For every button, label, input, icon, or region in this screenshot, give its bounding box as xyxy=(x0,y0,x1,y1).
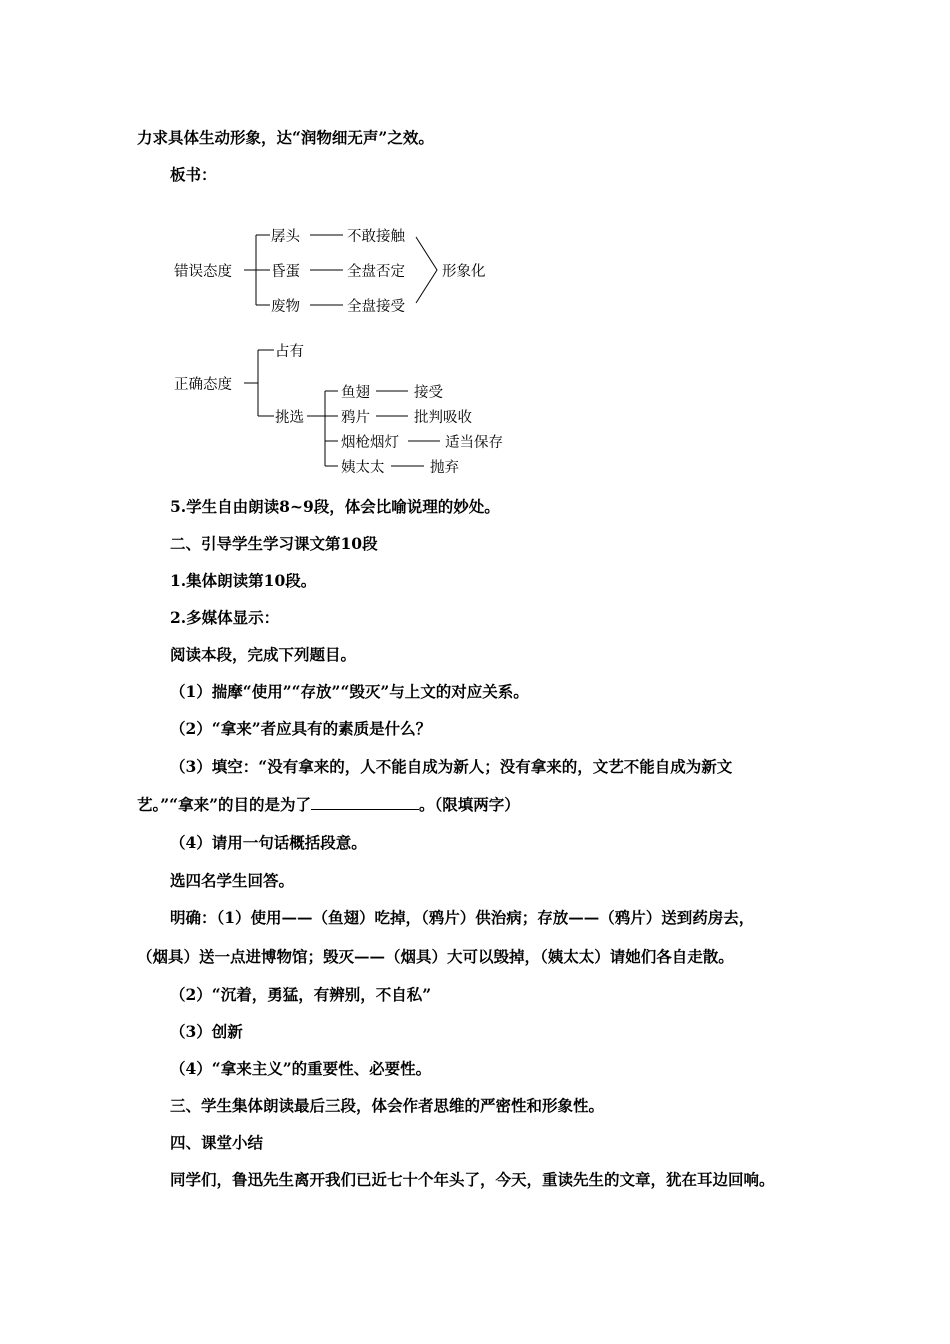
wrong-root: 错误态度 xyxy=(174,264,232,280)
section-heading-2: 二、引导学生学习课文第10段 xyxy=(170,534,378,553)
wrong-item-1: 孱头 xyxy=(271,229,300,245)
question-3-text: 艺。”“拿来”的目的是为了 xyxy=(137,795,311,814)
right-root: 正确态度 xyxy=(174,377,232,393)
wrong-item-2: 昏蛋 xyxy=(271,264,300,280)
fill-blank xyxy=(311,795,419,810)
board-diagram xyxy=(0,0,950,500)
section-heading-3: 三、学生集体朗读最后三段，体会作者思维的严密性和形象性。 xyxy=(170,1096,605,1115)
wrong-result-2: 全盘否定 xyxy=(347,264,405,280)
answer-2: （2）“沉着，勇猛，有辨别，不自私” xyxy=(170,985,432,1004)
right-item-2: 鸦片 xyxy=(341,410,370,426)
wrong-result-3: 全盘接受 xyxy=(347,299,405,315)
text-line-13: 选四名学生回答。 xyxy=(170,871,295,890)
answer-4: （4）“拿来主义”的重要性、必要性。 xyxy=(170,1059,432,1078)
text-line-6: 2.多媒体显示： xyxy=(170,608,280,627)
right-item-1: 鱼翅 xyxy=(341,385,370,401)
summary-text: 同学们，鲁迅先生离开我们已近七十个年头了，今天，重读先生的文章，犹在耳边回响。 xyxy=(170,1170,775,1189)
right-item-4: 姨太太 xyxy=(341,460,385,476)
question-3-continued xyxy=(137,795,520,815)
text-line-1: 力求具体生动形象，达“润物细无声”之效。 xyxy=(137,128,434,147)
answer-3: （3）创新 xyxy=(170,1022,243,1041)
wrong-summary: 形象化 xyxy=(442,264,486,280)
right-result-3: 适当保存 xyxy=(445,435,503,451)
text-line-7: 阅读本段，完成下列题目。 xyxy=(170,645,357,664)
question-1: （1）揣摩“使用”“存放”“毁灭”与上文的对应关系。 xyxy=(170,682,529,701)
section-heading-4: 四、课堂小结 xyxy=(170,1133,264,1152)
question-3-note: 。（限填两字） xyxy=(419,795,520,814)
text-line-5: 1.集体朗读第10段。 xyxy=(170,571,317,590)
right-branch-2: 挑选 xyxy=(275,410,304,426)
board-label: 板书： xyxy=(170,165,217,184)
wrong-item-3: 废物 xyxy=(271,299,300,315)
answer-line-1: 明确：（1）使用——（鱼翅）吃掉，（鸦片）供治病；存放——（鸦片）送到药房去， xyxy=(170,908,755,927)
text-line-3: 5.学生自由朗读8~9段，体会比喻说理的妙处。 xyxy=(170,497,500,516)
right-branch-1: 占有 xyxy=(275,344,304,360)
wrong-result-1: 不敢接触 xyxy=(347,229,405,245)
right-result-4: 抛弃 xyxy=(430,460,459,476)
right-item-3: 烟枪烟灯 xyxy=(341,435,399,451)
right-result-1: 接受 xyxy=(414,385,443,401)
question-4: （4）请用一句话概括段意。 xyxy=(170,833,367,852)
question-2: （2）“拿来”者应具有的素质是什么？ xyxy=(170,719,432,738)
question-3: （3）填空：“没有拿来的，人不能自成为新人；没有拿来的，文艺不能自成为新文 xyxy=(170,757,733,776)
right-result-2: 批判吸收 xyxy=(414,410,472,426)
answer-line-2: （烟具）送一点进博物馆；毁灭——（烟具）大可以毁掉，（姨太太）请她们各自走散。 xyxy=(137,947,734,966)
